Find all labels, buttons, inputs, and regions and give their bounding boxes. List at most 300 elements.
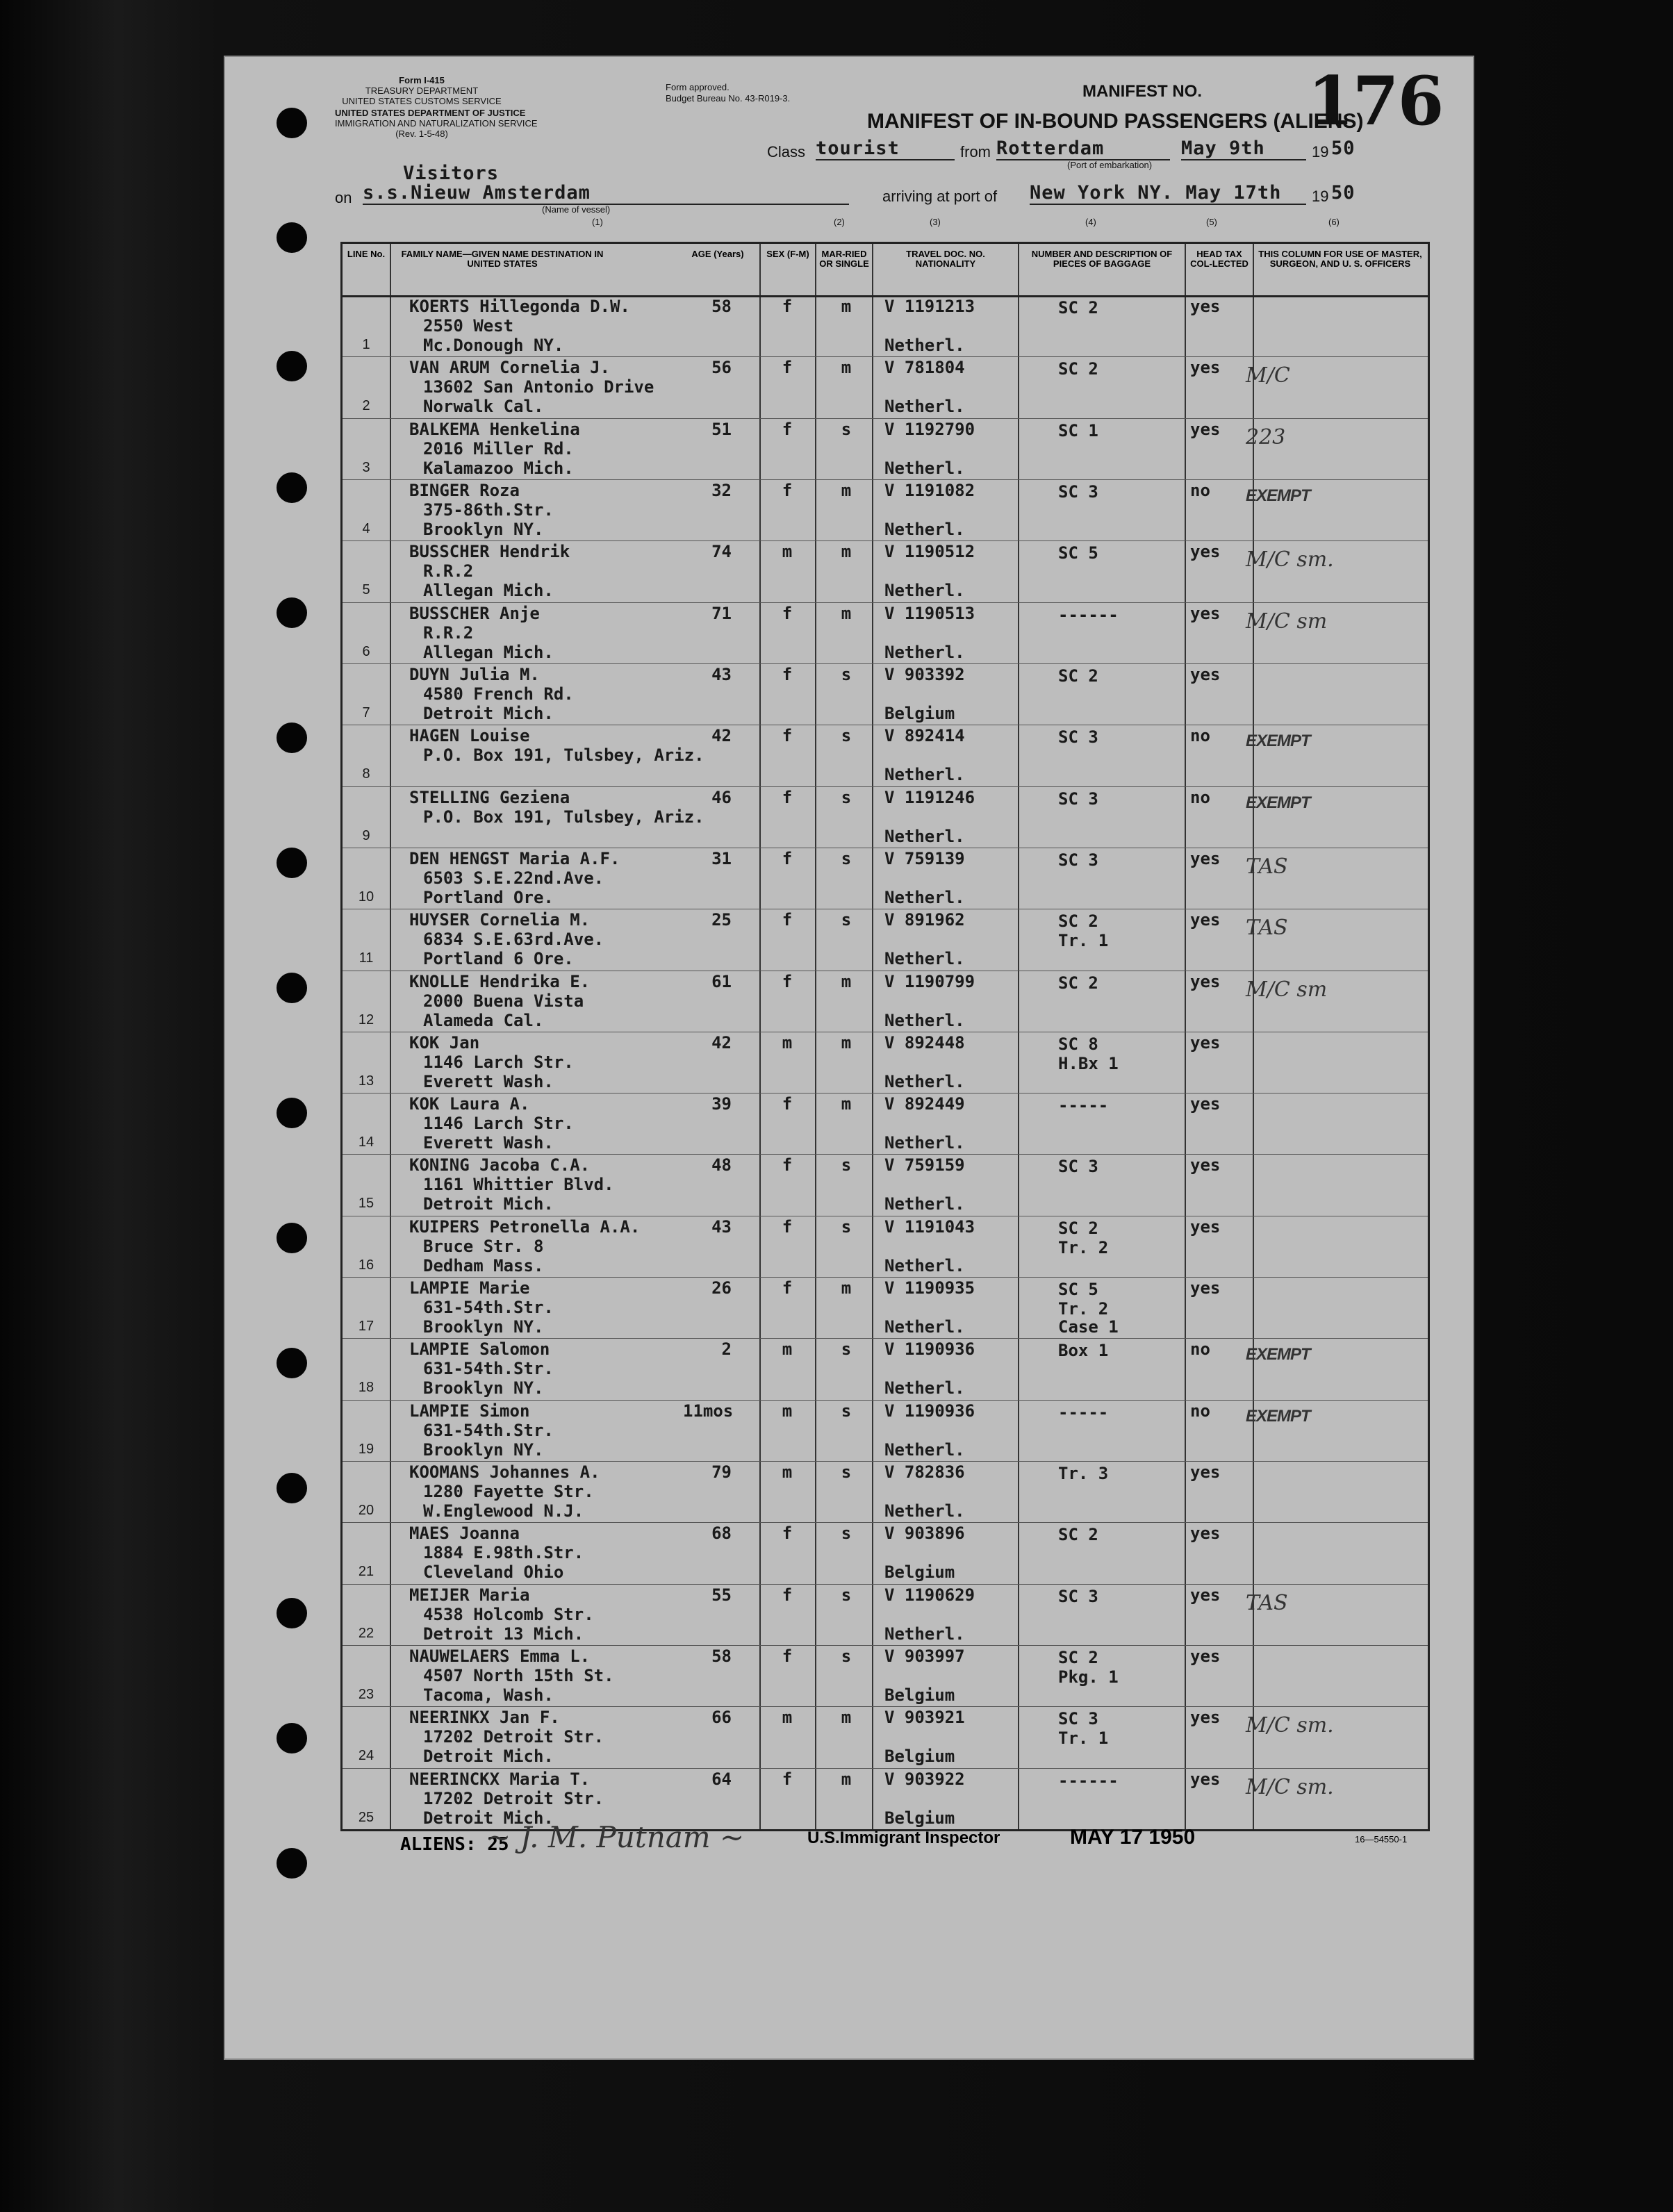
address-line-1: 17202 Detroit Str. <box>423 1788 604 1808</box>
head-tax: yes <box>1190 358 1221 378</box>
colnum-3: (3) <box>930 217 941 227</box>
punch-hole <box>277 1598 307 1628</box>
table-row <box>343 479 1428 540</box>
line-number: 4 <box>362 520 370 536</box>
passenger-name: BINGER Roza <box>409 480 520 500</box>
sex-value: m <box>782 1339 793 1360</box>
travel-doc-number: V 903392 <box>884 664 965 684</box>
address-line-1: 6503 S.E.22nd.Ave. <box>423 868 604 888</box>
table-row <box>343 1645 1428 1706</box>
line-number: 14 <box>358 1134 374 1150</box>
officer-remark: EXEMPT <box>1246 1345 1310 1364</box>
line-number: 15 <box>358 1196 374 1212</box>
officer-remark: 223 <box>1246 424 1286 449</box>
baggage-line-1: SC 2 <box>1058 973 1098 993</box>
nationality: Netherl. <box>884 397 965 417</box>
travel-doc-number: V 903896 <box>884 1524 965 1544</box>
head-tax: yes <box>1190 1585 1221 1605</box>
address-line-2: Alameda Cal. <box>423 1010 544 1030</box>
manifest-no-label: MANIFEST NO. <box>1082 82 1202 101</box>
travel-doc-number: V 1190936 <box>884 1401 975 1421</box>
sex-value: f <box>782 1216 793 1237</box>
nationality: Netherl. <box>884 336 965 355</box>
baggage-line-2: Tr. 2 <box>1058 1299 1109 1319</box>
manifest-title: MANIFEST OF IN-BOUND PASSENGERS (ALIENS) <box>867 110 1364 133</box>
baggage-line-1: Tr. 3 <box>1058 1464 1109 1484</box>
travel-doc-number: V 892414 <box>884 726 965 746</box>
address-line-1: 13602 San Antonio Drive <box>423 377 654 397</box>
table-row <box>343 1338 1428 1399</box>
baggage-line-1: SC 3 <box>1058 481 1098 502</box>
punch-hole <box>277 1223 307 1253</box>
baggage-line-1: SC 2 <box>1058 666 1098 686</box>
age-value: 56 <box>711 358 732 378</box>
punch-hole <box>277 1848 307 1879</box>
sex-value: m <box>782 1708 793 1728</box>
line-number: 1 <box>362 337 370 352</box>
table-row <box>343 1706 1428 1767</box>
line-number: 17 <box>358 1319 374 1335</box>
line-number: 20 <box>358 1503 374 1519</box>
age-value: 25 <box>711 910 732 930</box>
address-line-1: R.R.2 <box>423 561 474 581</box>
head-tax: yes <box>1190 971 1221 991</box>
officer-remark: M/C sm. <box>1246 547 1334 572</box>
head-tax: yes <box>1190 603 1221 623</box>
marital-status: s <box>841 1401 852 1421</box>
address-line-2: Portland 6 Ore. <box>423 949 574 969</box>
officer-remark: TAS <box>1246 854 1288 879</box>
age-value: 51 <box>711 419 732 439</box>
travel-doc-number: V 1191082 <box>884 480 975 500</box>
sex-value: f <box>782 1585 793 1605</box>
table-row <box>343 1032 1428 1093</box>
nationality: Netherl. <box>884 1378 965 1398</box>
table-row <box>343 1093 1428 1154</box>
sex-value: f <box>782 358 793 378</box>
address-line-2: Brooklyn NY. <box>423 1378 544 1398</box>
table-row <box>343 602 1428 663</box>
address-line-1: 631-54th.Str. <box>423 1298 554 1318</box>
nationality: Netherl. <box>884 1071 965 1091</box>
age-value: 64 <box>711 1769 732 1789</box>
sex-value: f <box>782 1646 793 1667</box>
travel-doc-number: V 903922 <box>884 1769 965 1789</box>
marital-status: s <box>841 1155 852 1175</box>
head-tax: yes <box>1190 297 1221 316</box>
address-line-2: Brooklyn NY. <box>423 519 544 539</box>
sex-value: f <box>782 664 793 684</box>
address-line-2: Detroit Mich. <box>423 703 554 723</box>
line-number: 3 <box>362 459 370 475</box>
address-line-2: Detroit 13 Mich. <box>423 1624 584 1644</box>
header-line-no: LINE No. <box>347 249 386 259</box>
nationality: Netherl. <box>884 519 965 539</box>
address-line-1: 6834 S.E.63rd.Ave. <box>423 930 604 950</box>
passenger-name: STELLING Geziena <box>409 787 570 807</box>
header-married: MAR-RIED OR SINGLE <box>819 249 869 269</box>
address-line-1: 631-54th.Str. <box>423 1420 554 1440</box>
passenger-name: HUYSER Cornelia M. <box>409 910 591 930</box>
officer-remark: M/C <box>1246 363 1290 388</box>
punch-hole <box>277 973 307 1003</box>
manifest-number: 176 <box>1308 62 1443 140</box>
line-number: 6 <box>362 643 370 659</box>
baggage-line-1: ----- <box>1058 1096 1109 1116</box>
nationality: Netherl. <box>884 887 965 907</box>
address-line-1: Bruce Str. 8 <box>423 1236 544 1256</box>
marital-status: m <box>841 1032 852 1053</box>
passenger-name: LAMPIE Salomon <box>409 1339 550 1360</box>
ins-name: IMMIGRATION AND NATURALIZATION SERVICE <box>335 118 538 129</box>
officer-remark: M/C sm. <box>1246 1713 1334 1738</box>
age-value: 31 <box>711 848 732 868</box>
marital-status: m <box>841 480 852 500</box>
head-tax: yes <box>1190 664 1221 684</box>
justice-name: UNITED STATES DEPARTMENT OF JUSTICE <box>335 108 526 118</box>
table-row <box>343 848 1428 909</box>
age-value: 43 <box>711 1216 732 1237</box>
address-line-1: 2016 Miller Rd. <box>423 438 574 459</box>
baggage-line-3: Case 1 <box>1058 1317 1119 1337</box>
age-value: 71 <box>711 603 732 623</box>
line-number: 19 <box>358 1441 374 1457</box>
passenger-name: KOK Laura A. <box>409 1094 530 1114</box>
on-label: on <box>335 189 352 206</box>
baggage-line-1: SC 2 <box>1058 298 1098 317</box>
address-line-1: R.R.2 <box>423 622 474 643</box>
baggage-line-1: Box 1 <box>1058 1341 1109 1361</box>
from-label: from <box>960 143 991 160</box>
address-line-2: Portland Ore. <box>423 887 554 907</box>
passenger-name: DUYN Julia M. <box>409 664 540 684</box>
inspector-label: U.S.Immigrant Inspector <box>807 1829 1000 1847</box>
passenger-name: KONING Jacoba C.A. <box>409 1155 591 1175</box>
passenger-name: MAES Joanna <box>409 1524 520 1544</box>
sex-value: m <box>782 1401 793 1421</box>
table-row <box>343 1584 1428 1645</box>
colnum-5: (5) <box>1206 217 1217 227</box>
baggage-line-1: ------ <box>1058 1770 1119 1790</box>
age-value: 2 <box>721 1339 732 1360</box>
line-number: 12 <box>358 1012 374 1027</box>
baggage-line-2: Tr. 1 <box>1058 1728 1109 1749</box>
line-number: 18 <box>358 1380 374 1396</box>
officer-remark: TAS <box>1246 1590 1288 1615</box>
officer-remark: EXEMPT <box>1246 486 1310 505</box>
address-line-2: Brooklyn NY. <box>423 1317 544 1337</box>
travel-doc-number: V 1190513 <box>884 603 975 623</box>
passenger-name: NEERINKX Jan F. <box>409 1708 560 1728</box>
punch-hole <box>277 1098 307 1128</box>
nationality: Netherl. <box>884 765 965 785</box>
table-row <box>343 786 1428 848</box>
form-revision: (Rev. 1-5-48) <box>395 129 448 139</box>
head-tax: yes <box>1190 1646 1221 1667</box>
travel-doc-number: V 781804 <box>884 358 965 378</box>
table-row <box>343 295 1428 356</box>
marital-status: s <box>841 726 852 746</box>
address-line-2: Allegan Mich. <box>423 642 554 662</box>
dept-name: TREASURY DEPARTMENT <box>365 85 479 96</box>
marital-status: s <box>841 1339 852 1360</box>
form-number: Form I-415 <box>399 75 445 85</box>
officer-remark: EXEMPT <box>1246 793 1310 812</box>
marital-status: m <box>841 1708 852 1728</box>
head-tax: yes <box>1190 542 1221 562</box>
class-value: tourist <box>816 138 955 160</box>
nationality: Netherl. <box>884 1194 965 1214</box>
sex-value: f <box>782 1094 793 1114</box>
visitors-note: Visitors <box>403 163 500 184</box>
travel-doc-number: V 1192790 <box>884 419 975 439</box>
sex-value: f <box>782 787 793 807</box>
head-tax: yes <box>1190 419 1221 439</box>
travel-doc-number: V 782836 <box>884 1462 965 1483</box>
marital-status: s <box>841 1585 852 1605</box>
head-tax: yes <box>1190 1094 1221 1114</box>
baggage-line-1: SC 2 <box>1058 1525 1098 1545</box>
header-head-tax: HEAD TAX COL-LECTED <box>1190 249 1248 269</box>
head-tax: yes <box>1190 1032 1221 1053</box>
travel-doc-number: V 759139 <box>884 848 965 868</box>
travel-doc-number: V 892448 <box>884 1032 965 1053</box>
baggage-line-1: SC 3 <box>1058 789 1098 809</box>
age-value: 42 <box>711 726 732 746</box>
officer-remark: M/C sm <box>1246 977 1328 1002</box>
baggage-line-1: SC 2 <box>1058 911 1098 932</box>
arrival-port-date: New York NY. May 17th <box>1030 182 1306 205</box>
customs-name: UNITED STATES CUSTOMS SERVICE <box>342 96 502 106</box>
inspector-signature: ~ J. M. Putnam ~ <box>486 1820 745 1854</box>
baggage-line-1: SC 3 <box>1058 1709 1098 1729</box>
form-header-left <box>335 75 538 139</box>
line-number: 16 <box>358 1257 374 1273</box>
passenger-name: KOERTS Hillegonda D.W. <box>409 297 630 316</box>
passenger-name: BUSSCHER Anje <box>409 603 540 623</box>
line-number: 5 <box>362 582 370 598</box>
nationality: Belgium <box>884 1747 955 1767</box>
sex-value: f <box>782 419 793 439</box>
nationality: Netherl. <box>884 1317 965 1337</box>
marital-status: s <box>841 1462 852 1483</box>
head-tax: yes <box>1190 1769 1221 1789</box>
address-line-2: W.Englewood N.J. <box>423 1501 584 1521</box>
nationality: Netherl. <box>884 581 965 601</box>
head-tax: yes <box>1190 1278 1221 1298</box>
age-value: 68 <box>711 1524 732 1544</box>
head-tax: yes <box>1190 1216 1221 1237</box>
travel-doc-number: V 1190799 <box>884 971 975 991</box>
address-line-2: Detroit Mich. <box>423 1808 554 1828</box>
age-value: 48 <box>711 1155 732 1175</box>
nationality: Netherl. <box>884 826 965 846</box>
baggage-line-1: SC 2 <box>1058 1648 1098 1668</box>
line-number: 25 <box>358 1809 374 1825</box>
marital-status: s <box>841 1524 852 1544</box>
punch-hole <box>277 351 307 381</box>
line-number: 22 <box>358 1625 374 1641</box>
colnum-1: (1) <box>592 217 603 227</box>
travel-doc-number: V 1191246 <box>884 787 975 807</box>
address-line-2: Everett Wash. <box>423 1071 554 1091</box>
officer-remark: TAS <box>1246 916 1288 941</box>
passenger-name: KOOMANS Johannes A. <box>409 1462 600 1483</box>
baggage-line-1: SC 3 <box>1058 850 1098 870</box>
baggage-line-1: SC 2 <box>1058 359 1098 379</box>
colnum-4: (4) <box>1085 217 1096 227</box>
header-baggage: NUMBER AND DESCRIPTION OF PIECES OF BAGGAGE <box>1031 249 1173 269</box>
sex-value: f <box>782 1524 793 1544</box>
marital-status: s <box>841 419 852 439</box>
nationality: Netherl. <box>884 1501 965 1521</box>
table-row <box>343 663 1428 725</box>
baggage-line-1: SC 5 <box>1058 543 1098 563</box>
marital-status: m <box>841 971 852 991</box>
address-line-2: Dedham Mass. <box>423 1255 544 1276</box>
marital-status: m <box>841 1769 852 1789</box>
table-row <box>343 909 1428 970</box>
marital-status: m <box>841 542 852 562</box>
baggage-line-1: SC 8 <box>1058 1034 1098 1054</box>
nationality: Netherl. <box>884 1439 965 1460</box>
marital-status: m <box>841 358 852 378</box>
address-line-1: 4507 North 15th St. <box>423 1666 614 1686</box>
age-value: 46 <box>711 787 732 807</box>
date-stamp: MAY 17 1950 <box>1070 1826 1196 1849</box>
travel-doc-number: V 1191213 <box>884 297 975 316</box>
age-value: 61 <box>711 971 732 991</box>
head-tax: no <box>1190 480 1210 500</box>
vessel-caption: (Name of vessel) <box>542 204 611 215</box>
age-value: 43 <box>711 664 732 684</box>
punch-hole <box>277 1723 307 1753</box>
baggage-line-1: ----- <box>1058 1402 1109 1422</box>
nationality: Netherl. <box>884 642 965 662</box>
address-line-1: 1146 Larch Str. <box>423 1114 574 1134</box>
address-line-1: 375-86th.Str. <box>423 500 554 520</box>
marital-status: m <box>841 1094 852 1114</box>
punch-hole <box>277 472 307 503</box>
punch-hole <box>277 222 307 253</box>
header-age: AGE (Years) <box>691 249 744 259</box>
class-label: Class <box>767 143 806 160</box>
table-row <box>343 540 1428 602</box>
table-row <box>343 971 1428 1032</box>
baggage-line-1: SC 2 <box>1058 1218 1098 1238</box>
punch-hole <box>277 848 307 878</box>
year2-value: 50 <box>1331 182 1355 204</box>
punch-hole <box>277 723 307 753</box>
passenger-name: NEERINCKX Maria T. <box>409 1769 591 1789</box>
age-value: 32 <box>711 480 732 500</box>
baggage-line-1: SC 3 <box>1058 1157 1098 1177</box>
nationality: Belgium <box>884 1685 955 1706</box>
address-line-1: 631-54th.Str. <box>423 1359 554 1379</box>
address-line-2: Detroit Mich. <box>423 1747 554 1767</box>
baggage-line-1: SC 1 <box>1058 420 1098 440</box>
address-line-1: 2550 West <box>423 316 514 336</box>
sex-value: f <box>782 1155 793 1175</box>
punch-hole <box>277 108 307 138</box>
address-line-1: P.O. Box 191, Tulsbey, Ariz. <box>423 745 704 766</box>
table-row <box>343 1154 1428 1215</box>
sex-value: f <box>782 910 793 930</box>
line-number: 23 <box>358 1687 374 1703</box>
officer-remark: M/C sm <box>1246 609 1328 634</box>
age-value: 39 <box>711 1094 732 1114</box>
baggage-line-2: H.Bx 1 <box>1058 1053 1119 1073</box>
aliens-count: ALIENS: 25 <box>400 1834 509 1855</box>
nationality: Netherl. <box>884 1133 965 1153</box>
passenger-name: LAMPIE Simon <box>409 1401 530 1421</box>
nationality: Netherl. <box>884 1255 965 1276</box>
baggage-line-1: SC 5 <box>1058 1280 1098 1300</box>
baggage-line-1: SC 3 <box>1058 727 1098 748</box>
line-number: 13 <box>358 1073 374 1089</box>
head-tax: no <box>1190 787 1210 807</box>
travel-doc-number: V 759159 <box>884 1155 965 1175</box>
nationality: Belgium <box>884 1562 955 1583</box>
passenger-name: BUSSCHER Hendrik <box>409 542 570 562</box>
line-number: 24 <box>358 1748 374 1764</box>
travel-doc-number: V 903921 <box>884 1708 965 1728</box>
age-value: 55 <box>711 1585 732 1605</box>
budget-bureau: Budget Bureau No. 43-R019-3. <box>666 93 791 104</box>
line-number: 9 <box>362 827 370 843</box>
address-line-2: Cleveland Ohio <box>423 1562 564 1583</box>
marital-status: m <box>841 603 852 623</box>
marital-status: s <box>841 910 852 930</box>
passenger-name: DEN HENGST Maria A.F. <box>409 848 620 868</box>
embark-caption: (Port of embarkation) <box>1067 160 1153 170</box>
nationality: Belgium <box>884 703 955 723</box>
passenger-name: KNOLLE Hendrika E. <box>409 971 591 991</box>
passenger-table <box>340 242 1430 1831</box>
marital-status: s <box>841 664 852 684</box>
nationality: Netherl. <box>884 1624 965 1644</box>
age-value: 79 <box>711 1462 732 1483</box>
address-line-1: 1146 Larch Str. <box>423 1052 574 1072</box>
marital-status: s <box>841 848 852 868</box>
address-line-1: 1161 Whittier Blvd. <box>423 1175 614 1195</box>
header-officers: THIS COLUMN FOR USE OF MASTER, SURGEON, AND U. S. OFFICERS <box>1258 249 1422 269</box>
form-approved: Form approved. <box>666 82 730 92</box>
passenger-name: HAGEN Louise <box>409 726 530 746</box>
passenger-name: VAN ARUM Cornelia J. <box>409 358 610 378</box>
address-line-1: 17202 Detroit Str. <box>423 1727 604 1747</box>
travel-doc-number: V 1191043 <box>884 1216 975 1237</box>
vessel-name: s.s.Nieuw Amsterdam <box>363 182 849 205</box>
from-value: Rotterdam <box>996 138 1170 160</box>
address-line-2: Mc.Donough NY. <box>423 336 564 355</box>
marital-status: m <box>841 297 852 316</box>
address-line-1: 4538 Holcomb Str. <box>423 1604 594 1624</box>
head-tax: yes <box>1190 1708 1221 1728</box>
travel-doc-number: V 891962 <box>884 910 965 930</box>
sex-value: f <box>782 726 793 746</box>
head-tax: no <box>1190 1339 1210 1360</box>
head-tax: yes <box>1190 1155 1221 1175</box>
address-line-2: Brooklyn NY. <box>423 1439 544 1460</box>
baggage-line-1: SC 3 <box>1058 1586 1098 1606</box>
marital-status: s <box>841 1216 852 1237</box>
line-number: 7 <box>362 704 370 720</box>
address-line-1: 4580 French Rd. <box>423 684 574 704</box>
address-line-2: Norwalk Cal. <box>423 397 544 417</box>
passenger-name: LAMPIE Marie <box>409 1278 530 1298</box>
table-row <box>343 1461 1428 1522</box>
